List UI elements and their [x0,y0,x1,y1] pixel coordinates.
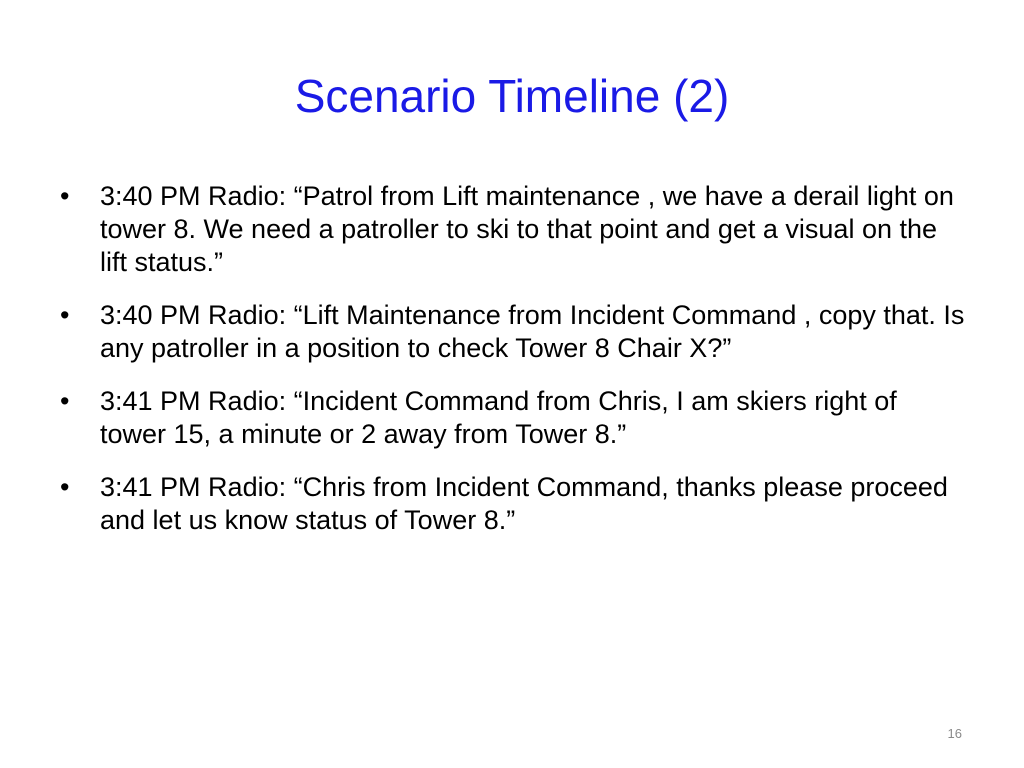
bullet-icon: • [60,300,70,330]
bullet-item [58,385,968,451]
bullet-icon: • [60,181,70,211]
bullet-item [58,180,968,279]
bullet-list [58,180,968,557]
bullet-icon: • [60,472,70,502]
bullet-text: 3:40 PM Radio: “Lift Maintenance from Incident Command , copy that. Is any patroller in a position to check Tower 8 Chair X?” [100,300,965,363]
page-number: 16 [947,726,962,741]
bullet-text: 3:41 PM Radio: “Incident Command from Chris, I am skiers right of tower 15, a minute or 2 away from Tower 8.” [100,386,897,449]
bullet-icon: • [60,386,70,416]
bullet-text: 3:41 PM Radio: “Chris from Incident Command, thanks please proceed and let us know status of Tower 8.” [100,472,948,535]
slide-title: Scenario Timeline (2) [294,70,730,122]
bullet-text: 3:40 PM Radio: “Patrol from Lift maintenance , we have a derail light on tower 8. We need a patroller to ski to that point and get a visual on the lift status.” [100,181,954,277]
bullet-item [58,299,968,365]
bullet-item [58,471,968,537]
